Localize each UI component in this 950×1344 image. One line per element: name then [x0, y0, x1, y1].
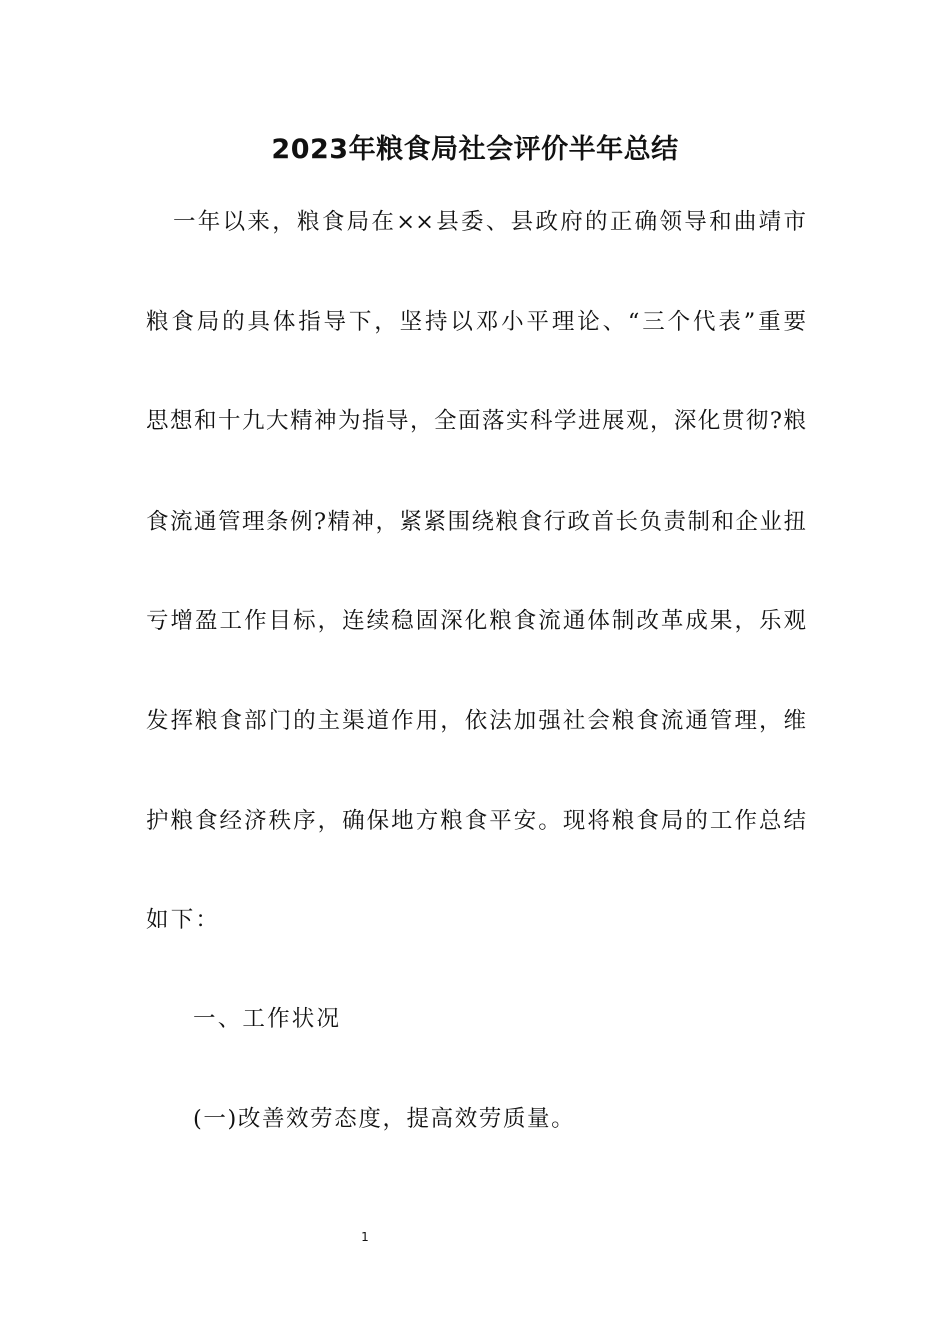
paragraph-line-3: 思想和十九大精神为指导，全面落实科学进展观，深化贯彻?粮 — [146, 408, 806, 434]
paragraph-line-7: 护粮食经济秩序，确保地方粮食平安。现将粮食局的工作总结 — [146, 808, 806, 834]
paragraph-line-1: 一年以来，粮食局在××县委、县政府的正确领导和曲靖市 — [173, 209, 806, 235]
document-title: 2023年粮食局社会评价半年总结 — [271, 134, 679, 165]
page-number: 1 — [361, 1230, 369, 1244]
paragraph-line-6: 发挥粮食部门的主渠道作用，依法加强社会粮食流通管理，维 — [146, 708, 806, 734]
subsection-heading: (一)改善效劳态度，提高效劳质量。 — [193, 1106, 576, 1132]
paragraph-line-4: 食流通管理条例?精神，紧紧围绕粮食行政首长负责制和企业扭 — [146, 509, 806, 535]
paragraph-line-2: 粮食局的具体指导下，坚持以邓小平理论、“三个代表”重要 — [146, 309, 806, 335]
paragraph-line-5: 亏增盈工作目标，连续稳固深化粮食流通体制改革成果，乐观 — [146, 608, 806, 634]
paragraph-line-8: 如下： — [146, 907, 221, 933]
section-heading: 一、工作状况 — [193, 1006, 342, 1032]
